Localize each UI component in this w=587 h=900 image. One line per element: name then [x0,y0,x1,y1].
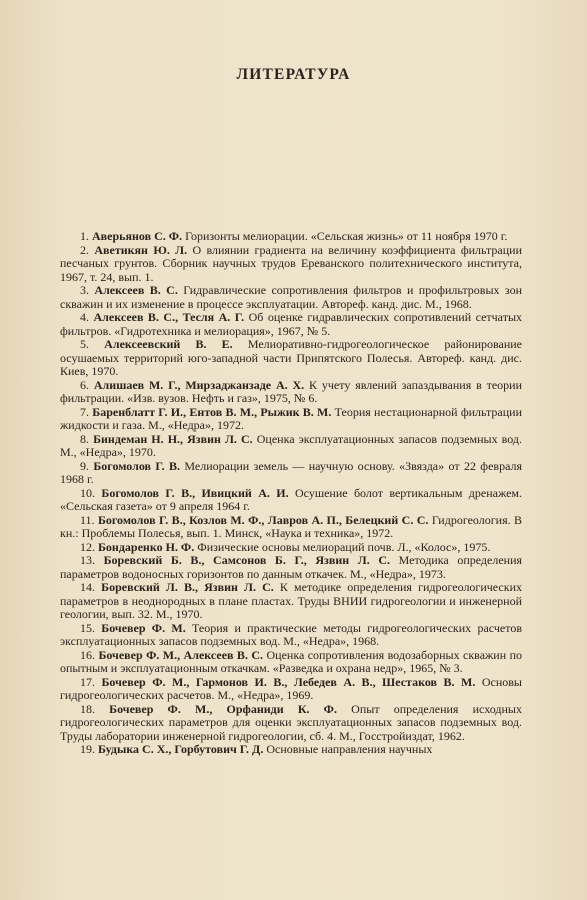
reference-number: 8. [80,431,89,446]
reference-number: 14. [80,580,95,594]
reference-text: Теория нестационарной фильтрации жидкости и газа. М., «Недра», 1972. [60,404,523,432]
reference-authors: Алексеев В. С., Тесля А. Г. [93,310,245,324]
reference-item [60,581,522,622]
reference-number: 13. [80,553,95,567]
reference-number: 1. [80,229,89,243]
reference-number: 9. [80,458,89,473]
reference-authors: Богомолов Г. В. [93,458,181,473]
reference-authors: Бочевер Ф. М., Орфаниди К. Ф. [109,701,337,716]
reference-number: 11. [80,512,95,527]
reference-authors: Богомолов Г. В., Козлов М. Ф., Лавров А. П., Белецкий С. С. [97,512,429,527]
reference-item [60,676,522,703]
reference-item [60,743,522,757]
reference-item [60,487,522,514]
reference-text: Оценка сопротивления водозаборных скважин по опытным и эксплуатационным откачкам. «Разведка и охрана недр», 1965, № 3. [60,647,523,675]
reference-item [60,622,522,649]
reference-number: 5. [80,337,89,351]
reference-text: К методике определения гидрогеологических параметров в неоднородных в плане пластах. Труды ВНИИ гидрогеологии и инженерной геологии, вып. 32. М., 1970. [60,580,523,621]
reference-number: 7. [80,404,89,419]
reference-text: Физические основы мелиораций почв. Л., «Колос», 1975. [197,539,491,554]
reference-text: Основные направления научных [266,742,433,756]
reference-list [60,230,522,757]
reference-item [60,514,522,541]
reference-authors: Биндеман Н. Н., Язвин Л. С. [93,431,253,446]
reference-text: Опыт определения исходных гидрогеологических параметров для оценки эксплуатационных запасов подземных вод. Труды лаборатории инженерной гидрогеологии, сб. 4. М., Госстройиздат, 1962. [60,701,522,743]
reference-text: Теория и практические методы гидрогеологических расчетов эксплуатационных запасов подземных вод. М., «Недра», 1968. [60,620,522,648]
reference-authors: Бочевер Ф. М. [101,620,186,635]
reference-item [60,406,522,433]
reference-item [60,230,522,244]
reference-text: Методика определения параметров водоносных горизонтов по данным откачек. М., «Недра», 1973. [60,553,523,581]
reference-number: 15. [80,620,95,635]
reference-number: 10. [80,485,95,500]
reference-number: 19. [80,742,95,756]
reference-item [60,554,522,581]
reference-authors: Бочевер Ф. М., Гармонов И. В., Лебедев А. В., Шестаков В. М. [101,674,476,689]
reference-authors: Баренблатт Г. И., Ентов В. М., Рыжик В. М. [92,404,332,419]
reference-authors: Алексеевский В. Е. [104,337,233,351]
reference-number: 12. [80,539,95,554]
reference-authors: Алишаев М. Г., Мирзаджанзаде А. Х. [93,377,305,392]
reference-text: Гидрогеология. В кн.: Проблемы Полесья, вып. 1. Минск, «Наука и техника», 1972. [60,512,523,540]
reference-text: Гидравлические сопротивления фильтров и профильтровых зон скважин и их изменение в процессе эксплуатации. Автореф. канд. дис. М., 1968. [60,283,523,311]
reference-text: Основы гидрогеологических расчетов. М., «Недра», 1969. [60,674,522,702]
reference-authors: Бочевер Ф. М., Алексеев В. С. [98,647,264,662]
reference-authors: Аверьянов С. Ф. [92,229,183,243]
reference-authors: Алексеев В. С. [94,283,178,297]
reference-number: 17. [80,674,95,689]
reference-item [60,541,522,555]
reference-number: 3. [80,283,89,297]
reference-item [60,244,522,285]
reference-item [60,284,522,311]
reference-item [60,379,522,406]
page-title: ЛИТЕРАТУРА [236,66,351,83]
reference-item [60,311,522,338]
reference-number: 16. [80,647,95,662]
reference-authors: Боревский Л. В., Язвин Л. С. [101,580,274,594]
reference-text: О влиянии градиента на величину коэффициента фильтрации песчаных грунтов. Сборник научных трудов Ереванского политехнического института, 1967, т. 24, вып. 1. [60,242,523,284]
reference-authors: Богомолов Г. В., Ивицкий А. И. [101,485,289,500]
reference-item [60,433,522,460]
reference-authors: Бондаренко Н. Ф. [98,539,195,554]
reference-authors: Аветикян Ю. Л. [94,242,188,257]
reference-item [60,649,522,676]
reference-text: К учету явлений запаздывания в теории фильтрации. «Изв. вузов. Нефть и газ», 1975, № 6. [60,377,523,405]
reference-text: Мелиоративно-гидрогеологическое районирование осушаемых территорий юго-западной части Припятского Полесья. Автореф. канд. дис. Киев, 1970. [60,337,523,378]
reference-text: Об оценке гидравлических сопротивлений сетчатых фильтров. «Гидротехника и мелиорация», 1967, № 5. [60,310,523,338]
reference-text: Горизонты мелиорации. «Сельская жизнь» от 11 ноября 1970 г. [185,229,508,243]
reference-authors: Боревский Б. В., Самсонов Б. Г., Язвин Л. С. [103,553,390,567]
reference-item [60,338,522,379]
reference-number: 2. [80,242,89,257]
reference-authors: Будыка С. Х., Горбутович Г. Д. [98,742,264,756]
reference-item [60,703,522,744]
reference-text: Осушение болот вертикальным дренажем. «Сельская газета» от 9 апреля 1964 г. [60,485,523,513]
reference-text: Мелиорации земель — научную основу. «Звязда» от 22 февраля 1968 г. [60,458,523,486]
reference-number: 18. [80,701,95,716]
reference-number: 4. [80,310,89,324]
reference-number: 6. [80,377,89,392]
reference-text: Оценка эксплуатационных запасов подземных вод. М., «Недра», 1970. [60,431,523,459]
reference-item [60,460,522,487]
